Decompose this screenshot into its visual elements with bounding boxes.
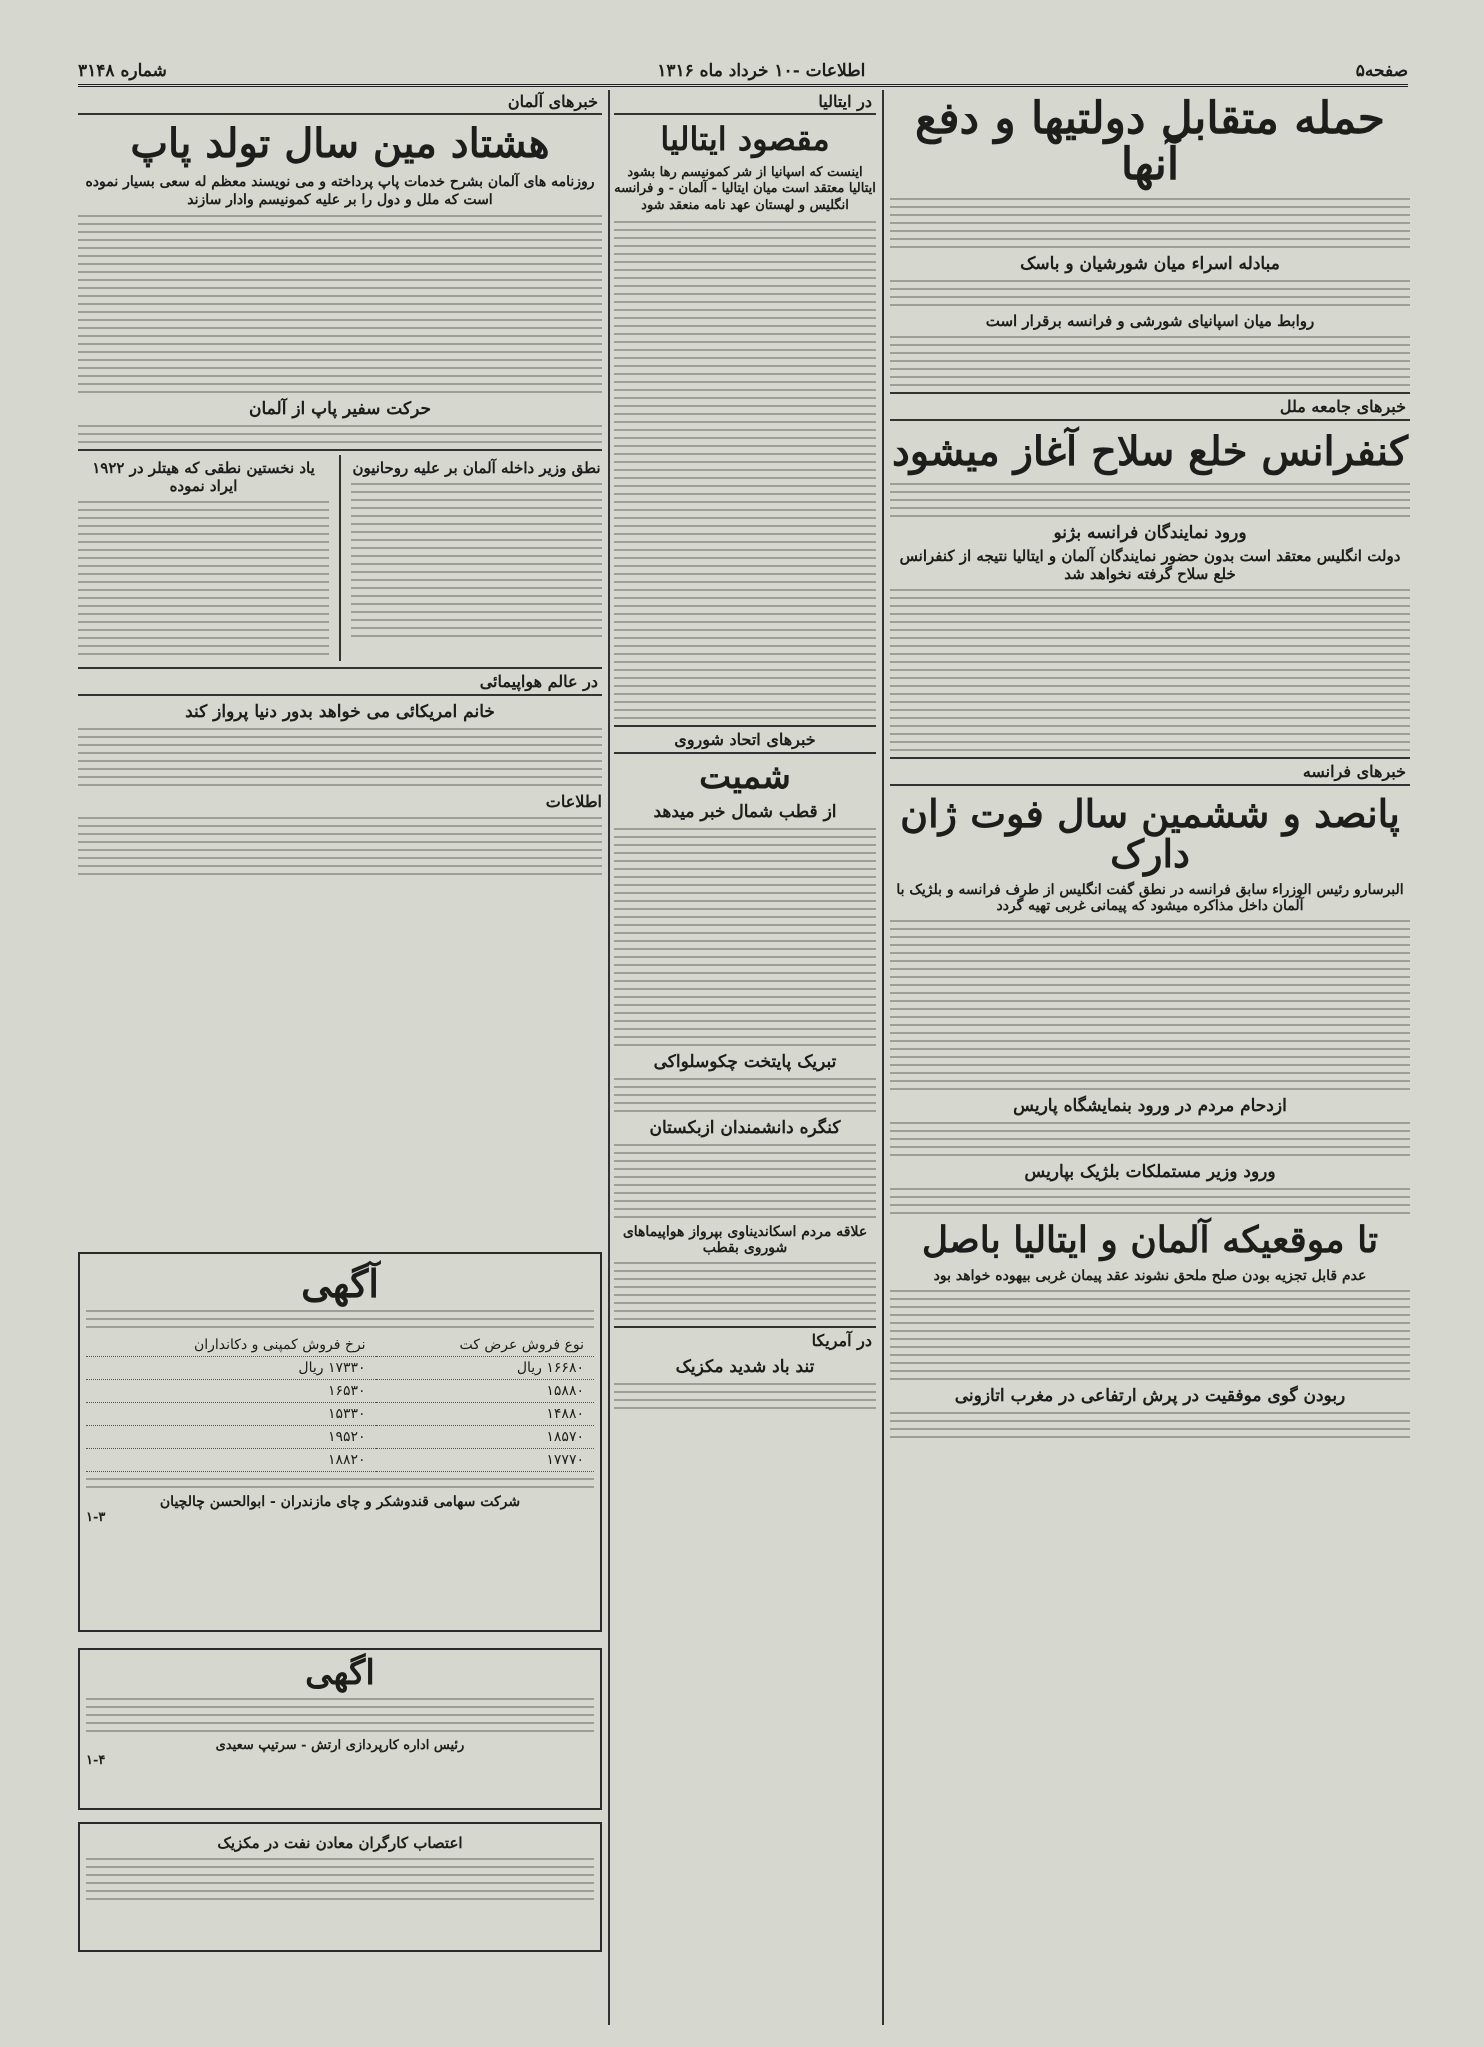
advertisement-army-procurement <box>78 1648 602 1810</box>
article-body <box>78 728 602 786</box>
article-body <box>890 1290 1410 1380</box>
advertisement-sugar-tea <box>78 1252 602 1632</box>
article-body <box>890 483 1410 517</box>
column-header: نرخ فروش کمپنی و دکانداران <box>86 1334 376 1357</box>
table-row <box>86 1448 594 1471</box>
subheading-belgian-minister: ورود وزیر مستملکات بلژیک بپاریس <box>1024 1162 1276 1183</box>
table-row <box>86 1425 594 1448</box>
lead-italy: اینست که اسپانیا از شر کمونیسم رها بشود ایتالیا معتقد است میان ایتالیا - آلمان - و فرانسه انگلیس و لهستان عهد نامه منعقد شود <box>614 164 876 214</box>
article-body <box>890 336 1410 386</box>
ad-signature: شرکت سهامی قندوشکر و چای مازندران - ابوالحسن چالچیان <box>159 1493 521 1510</box>
table-cell: ۱۵۳۳۰ <box>86 1402 376 1425</box>
subheading-french-delegates: ورود نمایندگان فرانسه بژنو <box>1053 523 1247 544</box>
ad-body <box>86 1478 594 1488</box>
headline-pope-birthday: هشتاد مین سال تولد پاپ <box>130 120 550 167</box>
ad-title: اگهی <box>305 1653 375 1693</box>
subheading-uzbek: کنگره دانشمندان ازبکستان <box>649 1117 841 1138</box>
article-body <box>78 215 602 393</box>
middle-column <box>614 90 876 2040</box>
article-body <box>351 483 602 637</box>
article-body <box>614 1144 876 1218</box>
table-row <box>86 1356 594 1379</box>
article-body <box>890 1188 1410 1214</box>
article-body <box>890 280 1410 306</box>
table-row <box>86 1379 594 1402</box>
table-cell: ۱۸۵۷۰ <box>376 1425 594 1448</box>
article-body <box>614 1078 876 1112</box>
headline-counter-attack: حمله متقابل دولتیها و دفع آنها <box>915 93 1385 191</box>
subheading-western-pact: عدم قابل تجزیه بودن صلح ملحق نشوند عقد پیمان غربی بیهوده خواهد بود <box>933 1267 1367 1284</box>
ad-reference: ۱-۳ <box>86 1509 106 1525</box>
subheading-sarraut-speech: البرسارو رئیس الوزراء سابق فرانسه در نطق گفت انگلیس از طرف فرانسه و بلژیک با آلمان داخل مذاکره میشود که پیمانی غربی تهیه گردد <box>896 882 1404 915</box>
section-label-italy: در ایتالیا <box>614 90 876 115</box>
article-interior-minister <box>351 455 602 661</box>
two-column-block <box>78 449 602 661</box>
masthead <box>78 58 1408 87</box>
subheading-hitler-speech: یاد نخستین نطقی که هیتلر در ۱۹۲۲ ایراد نموده <box>92 459 315 496</box>
article-mexico-strike <box>78 1822 602 1952</box>
subheading-paris-exhibition: ازدحام مردم در ورود بنمایشگاه پاریس <box>1013 1096 1287 1117</box>
ad-body <box>86 1310 594 1328</box>
article-body <box>890 1412 1410 1438</box>
headline-joan-of-arc: پانصد و ششمین سال فوت ژان دارک <box>900 791 1400 877</box>
article-body <box>890 920 1410 1090</box>
article-body <box>890 1122 1410 1156</box>
subheading-high-jump: ربودن گوی موفقیت در پرش ارتفاعی در مغرب اتازونی <box>954 1385 1346 1406</box>
table-cell: ۱۹۵۲۰ <box>86 1425 376 1448</box>
ad-reference: ۱-۴ <box>86 1752 106 1768</box>
section-label-ussr: خبرهای اتحاد شوروی <box>614 725 876 754</box>
subheading-north-pole: از قطب شمال خبر میدهد <box>653 801 837 822</box>
subheading-papal-envoy: حرکت سفیر پاپ از آلمان <box>249 399 431 420</box>
article-body <box>614 221 876 719</box>
subheading-british-view: دولت انگلیس معتقد است بدون حضور نمایندگان آلمان و ایتالیا نتیجه از کنفرانس خلع سلاح گرفته نخواهد شد <box>899 547 1401 584</box>
inner-rule <box>339 455 341 661</box>
section-label-league: خبرهای جامعه ملل <box>890 392 1410 421</box>
headline-disarmament: کنفرانس خلع سلاح آغاز میشود <box>891 428 1408 476</box>
paper-date: اطلاعات -۱۰ خرداد ماه ۱۳۱۶ <box>657 61 866 81</box>
column-header: نوع فروش عرض کت <box>376 1334 594 1357</box>
column-rule-middle <box>608 90 610 2025</box>
article-body <box>86 1858 594 1900</box>
table-header-row <box>86 1334 594 1357</box>
subheading-mexico-storm: تند باد شدید مکزیک <box>675 1356 815 1377</box>
article-body <box>614 1383 876 1409</box>
lead-pope: روزنامه های آلمان بشرح خدمات پاپ پرداخته و می نویسند معظم له سعی بسیار نموده است که ملل و دول را بر علیه کمونیسم وادار سازند <box>85 174 595 209</box>
section-label-germany: خبرهای آلمان <box>78 90 602 115</box>
article-body <box>890 198 1410 248</box>
table-cell: ۱۵۸۸۰ <box>376 1379 594 1402</box>
table-row <box>86 1402 594 1425</box>
price-table <box>86 1334 594 1472</box>
article-body <box>78 425 602 443</box>
subheading-scandinavia: علاقه مردم اسکاندیناوی بپرواز هواپیماهای شوروی بقطب <box>622 1223 868 1256</box>
headline-schmidt: شمیت <box>699 757 791 798</box>
subheading-prisoner-exchange: مبادله اسراء میان شورشیان و باسک <box>1020 254 1280 275</box>
left-column <box>78 90 602 1240</box>
section-label-france: خبرهای فرانسه <box>890 757 1410 786</box>
table-cell: ۱۸۸۲۰ <box>86 1448 376 1471</box>
section-label-america: در آمریکا <box>614 1326 876 1353</box>
table-cell: ۱۷۷۷۰ <box>376 1448 594 1471</box>
page-number: صفحه۵ <box>1355 61 1408 81</box>
subheading-oil-strike: اعتصاب کارگران معادن نفت در مکزیک <box>217 1834 463 1852</box>
ad-title: آگهی <box>301 1261 379 1306</box>
article-body <box>890 589 1410 751</box>
article-body <box>78 501 329 655</box>
article-body <box>614 1262 876 1320</box>
issue-number: شماره ۳۱۴۸ <box>78 61 167 81</box>
headline-italy-aim: مقصود ایتالیا <box>660 120 830 158</box>
article-body <box>614 828 876 1046</box>
headline-germany-italy: تا موقعیکه آلمان و ایتالیا باصل <box>921 1219 1379 1262</box>
table-cell: ۱۴۸۸۰ <box>376 1402 594 1425</box>
subheading-prague: تبریک پایتخت چکوسلواکی <box>653 1051 837 1072</box>
credit-ettelaat: اطلاعات <box>545 792 602 812</box>
subheading-spain-france: روابط میان اسپانیای شورشی و فرانسه برقرار است <box>985 312 1315 331</box>
ad-signature: رئیس اداره کارپردازی ارتش - سرتیپ سعیدی <box>215 1737 465 1753</box>
article-body <box>78 817 602 875</box>
right-column <box>890 90 1410 2040</box>
table-cell: ۱۶۵۳۰ <box>86 1379 376 1402</box>
column-rule-right <box>882 90 884 2025</box>
article-hitler-speech <box>78 455 329 661</box>
ad-body <box>86 1698 594 1732</box>
subheading-interior-minister: نطق وزیر داخله آلمان بر علیه روحانیون <box>352 459 601 478</box>
subheading-aviatrix: خانم امریکائی می خواهد بدور دنیا پرواز کند <box>185 702 495 723</box>
section-label-aviation: در عالم هواپیمائی <box>78 667 602 696</box>
table-cell: ۱۷۳۳۰ ریال <box>86 1356 376 1379</box>
table-cell: ۱۶۶۸۰ ریال <box>376 1356 594 1379</box>
